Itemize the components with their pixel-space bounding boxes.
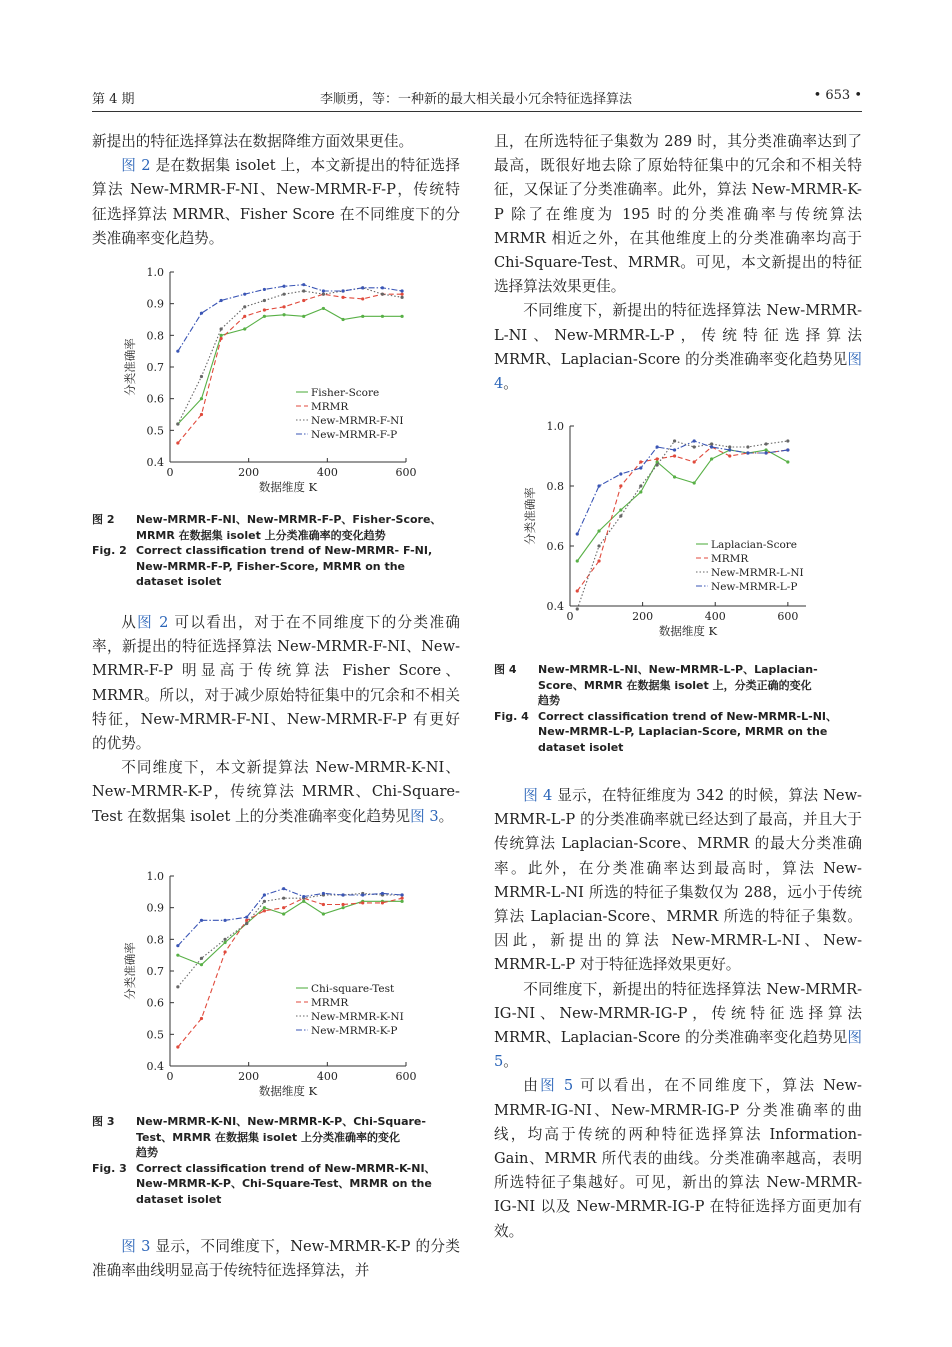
data-point bbox=[282, 906, 285, 909]
data-point bbox=[263, 288, 266, 291]
data-point bbox=[263, 909, 266, 912]
data-point bbox=[263, 315, 266, 318]
data-point bbox=[639, 484, 642, 487]
legend-label: MRMR bbox=[311, 997, 349, 1009]
data-point bbox=[597, 484, 600, 487]
data-point bbox=[728, 448, 731, 451]
data-point bbox=[322, 307, 325, 310]
data-point bbox=[243, 315, 246, 318]
data-point bbox=[693, 445, 696, 448]
data-point bbox=[245, 916, 248, 919]
figure-2-chart bbox=[110, 262, 440, 500]
figure-link[interactable]: 图 3 bbox=[410, 807, 439, 825]
figure-3-chart bbox=[110, 866, 440, 1104]
data-point bbox=[619, 484, 622, 487]
data-point bbox=[263, 893, 266, 896]
data-point bbox=[656, 445, 659, 448]
page-number: • 653 • bbox=[813, 88, 862, 103]
right-column-top bbox=[494, 130, 862, 396]
series-line-3 bbox=[178, 285, 402, 352]
legend-label: New-MRMR-F-NI bbox=[311, 415, 404, 427]
figure-link[interactable]: 图 2 bbox=[121, 157, 151, 175]
paragraph: 图 3 显示，不同维度下，New-MRMR-K-P 的分类准确率曲线明显高于传统特征选择算法，并 bbox=[92, 1238, 460, 1280]
data-point bbox=[176, 441, 179, 444]
data-point bbox=[282, 887, 285, 890]
data-point bbox=[176, 1045, 179, 1048]
y-tick-label: 0.9 bbox=[146, 297, 164, 311]
data-point bbox=[322, 289, 325, 292]
data-point bbox=[619, 514, 622, 517]
right-column-bottom bbox=[494, 784, 862, 1244]
y-axis-label: 分类准确率 bbox=[523, 487, 537, 545]
data-point bbox=[245, 919, 248, 922]
data-point bbox=[200, 963, 203, 966]
data-point bbox=[200, 312, 203, 315]
data-point bbox=[381, 901, 384, 904]
figure-3-caption: 图 3 New-MRMR-K-NI、New-MRMR-K-P、Chi-Square- Test、MRMR 在数据集 isolet 上分类准确率的变化 趋势 Fig. 3 Correct classification trend of New-MRMR-K-NI、 New-MRMR-K-P、Chi-Square-Test、MRMR on the dataset isolet bbox=[92, 1115, 436, 1206]
data-point bbox=[764, 451, 767, 454]
data-point bbox=[223, 919, 226, 922]
legend-label: Fisher-Score bbox=[311, 387, 380, 399]
x-tick-label: 600 bbox=[395, 1070, 417, 1083]
data-point bbox=[200, 375, 203, 378]
data-point bbox=[786, 448, 789, 451]
series-line-2 bbox=[178, 288, 402, 424]
data-point bbox=[381, 892, 384, 895]
y-axis-label: 分类准确率 bbox=[123, 338, 137, 396]
data-point bbox=[597, 559, 600, 562]
y-tick-label: 0.5 bbox=[146, 1028, 164, 1042]
figure-link[interactable]: 图 4 bbox=[494, 350, 862, 393]
legend-label: New-MRMR-L-NI bbox=[711, 567, 804, 579]
y-tick-label: 0.4 bbox=[146, 1060, 164, 1073]
left-column-bottom bbox=[92, 1235, 460, 1283]
data-point bbox=[282, 305, 285, 308]
y-axis-label: 分类准确率 bbox=[123, 942, 137, 1000]
data-point bbox=[322, 892, 325, 895]
legend-label: New-MRMR-K-P bbox=[311, 1025, 398, 1037]
data-point bbox=[693, 439, 696, 442]
figure-link[interactable]: 图 2 bbox=[137, 614, 169, 631]
data-point bbox=[322, 912, 325, 915]
data-point bbox=[673, 454, 676, 457]
data-point bbox=[673, 475, 676, 478]
data-point bbox=[263, 906, 266, 909]
data-point bbox=[400, 897, 403, 900]
data-point bbox=[282, 313, 285, 316]
series-line-3 bbox=[178, 889, 402, 946]
figure-4 bbox=[512, 412, 842, 656]
x-tick-label: 0 bbox=[166, 1070, 174, 1083]
data-point bbox=[341, 893, 344, 896]
data-point bbox=[400, 289, 403, 292]
data-point bbox=[282, 897, 285, 900]
paragraph: 新提出的特征选择算法在数据降维方面效果更佳。 bbox=[92, 133, 414, 150]
data-point bbox=[597, 544, 600, 547]
data-point bbox=[639, 466, 642, 469]
data-point bbox=[176, 422, 179, 425]
data-point bbox=[322, 293, 325, 296]
figure-2-caption: 图 2 New-MRMR-F-NI、New-MRMR-F-P、Fisher-Score、 MRMR 在数据集 isolet 上分类准确率的变化趋势 Fig. 2 Correct classification trend of New-MRMR- F-NI, New-MRMR-F-P, Fisher-Score, MRMR on the dataset isolet bbox=[92, 513, 442, 588]
legend-label: MRMR bbox=[711, 553, 749, 565]
y-tick-label: 0.4 bbox=[146, 456, 164, 469]
paragraph: 不同维度下，本文新提算法 New-MRMR-K-NI、New-MRMR-K-P，传统算法 MRMR、Chi-Square-Test 在数据集 isolet 上的分类准确率变化趋势见图 3。 bbox=[92, 759, 460, 825]
data-point bbox=[673, 439, 676, 442]
data-point bbox=[243, 327, 246, 330]
data-point bbox=[576, 559, 579, 562]
y-tick-label: 1.0 bbox=[546, 420, 564, 433]
data-point bbox=[302, 289, 305, 292]
data-point bbox=[361, 297, 364, 300]
y-tick-label: 0.5 bbox=[146, 424, 164, 438]
data-point bbox=[243, 293, 246, 296]
data-point bbox=[361, 286, 364, 289]
data-point bbox=[263, 900, 266, 903]
legend-label: Chi-square-Test bbox=[311, 983, 395, 995]
data-point bbox=[245, 922, 248, 925]
data-point bbox=[619, 508, 622, 511]
data-point bbox=[764, 442, 767, 445]
paragraph: 由图 5 可以看出，在不同维度下，算法 New-MRMR-IG-NI、New-MRMR-IG-P 分类准确率的曲线，均高于传统的两种特征选择算法 Information-Gain、MRMR 所代表的曲线。分类准确率越高，表明所选特征子集越好。可见，新出的算法 New-MRMR-IG-NI 以及 New-MRMR-IG-P 在特征选择方面更加有效。 bbox=[494, 1077, 862, 1240]
data-point bbox=[381, 315, 384, 318]
data-point bbox=[200, 919, 203, 922]
x-tick-label: 400 bbox=[704, 610, 726, 623]
data-point bbox=[341, 318, 344, 321]
data-point bbox=[639, 460, 642, 463]
figure-link[interactable]: 图 5 bbox=[494, 1029, 862, 1071]
data-point bbox=[200, 397, 203, 400]
x-axis-label: 数据维度 K bbox=[258, 480, 318, 494]
data-point bbox=[302, 900, 305, 903]
data-point bbox=[282, 293, 285, 296]
legend-label: MRMR bbox=[311, 401, 349, 413]
y-tick-label: 0.6 bbox=[146, 392, 164, 406]
figure-4-caption: 图 4 New-MRMR-L-NI、New-MRMR-L-P、Laplacian- Score、MRMR 在数据集 isolet 上，分类正确的变化 趋势 Fig. 4 Correct classification trend of New-MRMR-L-NI、 New-MRMR-L-P, Laplacian-Score, MRMR on the dataset isolet bbox=[494, 663, 837, 754]
x-tick-label: 0 bbox=[166, 466, 174, 479]
legend-label: New-MRMR-L-P bbox=[711, 581, 798, 593]
data-point bbox=[322, 903, 325, 906]
data-point bbox=[176, 954, 179, 957]
data-point bbox=[200, 413, 203, 416]
series-line-0 bbox=[178, 308, 402, 424]
data-point bbox=[786, 460, 789, 463]
legend-label: Laplacian-Score bbox=[711, 539, 798, 551]
data-point bbox=[220, 327, 223, 330]
data-point bbox=[693, 460, 696, 463]
x-axis-label: 数据维度 K bbox=[658, 624, 718, 638]
data-point bbox=[656, 457, 659, 460]
data-point bbox=[341, 296, 344, 299]
data-point bbox=[764, 448, 767, 451]
figure-link[interactable]: 图 3 bbox=[121, 1238, 151, 1255]
data-point bbox=[223, 941, 226, 944]
data-point bbox=[176, 350, 179, 353]
data-point bbox=[400, 293, 403, 296]
data-point bbox=[341, 906, 344, 909]
data-point bbox=[200, 1017, 203, 1020]
data-point bbox=[220, 299, 223, 302]
figure-link[interactable]: 图 5 bbox=[540, 1077, 574, 1095]
header-rule bbox=[92, 111, 862, 112]
legend-label: New-MRMR-K-NI bbox=[311, 1011, 404, 1023]
data-point bbox=[400, 900, 403, 903]
data-point bbox=[656, 463, 659, 466]
data-point bbox=[361, 901, 364, 904]
data-point bbox=[576, 589, 579, 592]
data-point bbox=[710, 445, 713, 448]
left-column-top bbox=[92, 130, 460, 251]
data-point bbox=[673, 448, 676, 451]
figure-2 bbox=[110, 262, 440, 504]
data-point bbox=[710, 442, 713, 445]
data-point bbox=[576, 607, 579, 610]
data-point bbox=[220, 337, 223, 340]
data-point bbox=[619, 472, 622, 475]
data-point bbox=[597, 529, 600, 532]
data-point bbox=[302, 299, 305, 302]
paragraph: 从图 2 可以看出，对于在不同维度下的分类准确率，新提出的特征选择算法 New-MRMR-F-NI、New-MRMR-F-P 明显高于传统算法 Fisher Score、MRMR。所以，对于减少原始特征集中的冗余和不相关特征，New-MRMR-F-NI、New-MRMR-F-P 有更好的优势。 bbox=[92, 614, 460, 753]
series-line-2 bbox=[178, 893, 402, 986]
legend-label: New-MRMR-F-P bbox=[311, 429, 398, 441]
y-tick-label: 0.9 bbox=[146, 901, 164, 915]
x-tick-label: 600 bbox=[395, 466, 417, 479]
x-tick-label: 0 bbox=[566, 610, 574, 623]
figure-3 bbox=[110, 866, 440, 1108]
data-point bbox=[746, 451, 749, 454]
x-tick-label: 200 bbox=[238, 1070, 260, 1083]
x-tick-label: 200 bbox=[238, 466, 260, 479]
data-point bbox=[746, 445, 749, 448]
data-point bbox=[693, 481, 696, 484]
y-tick-label: 0.8 bbox=[546, 480, 564, 493]
running-title: 李顺勇，等：一种新的最大相关最小冗余特征选择算法 bbox=[319, 92, 632, 107]
left-column-mid bbox=[92, 611, 460, 829]
data-point bbox=[381, 293, 384, 296]
data-point bbox=[263, 308, 266, 311]
y-tick-label: 0.8 bbox=[146, 329, 164, 343]
data-point bbox=[282, 285, 285, 288]
data-point bbox=[302, 283, 305, 286]
paragraph: 且，在所选特征子集数为 289 时，其分类准确率达到了最高，既很好地去除了原始特征集中的冗余和不相关特征，又保证了分类准确率。此外，算法 New-MRMR-K-P 除了在维度为 195 时的分类准确率与传统算法 MRMR 相近之外，在其他维度上的分类准确率均高于 Chi-Square-Test、MRMR。可见，本文新提出的特征选择算法效果更佳。 bbox=[494, 133, 862, 296]
x-tick-label: 200 bbox=[632, 610, 654, 623]
data-point bbox=[639, 490, 642, 493]
data-point bbox=[400, 315, 403, 318]
y-tick-label: 1.0 bbox=[146, 266, 164, 279]
y-tick-label: 1.0 bbox=[146, 870, 164, 883]
x-tick-label: 400 bbox=[316, 466, 338, 479]
journal-issue: 第 4 期 bbox=[92, 92, 135, 107]
data-point bbox=[302, 315, 305, 318]
data-point bbox=[728, 445, 731, 448]
data-point bbox=[710, 457, 713, 460]
data-point bbox=[786, 439, 789, 442]
data-point bbox=[341, 289, 344, 292]
data-point bbox=[728, 454, 731, 457]
figure-4-chart bbox=[512, 412, 842, 652]
data-point bbox=[361, 315, 364, 318]
paragraph: 图 4 显示，在特征维度为 342 的时候，算法 New-MRMR-L-P 的分类准确率就已经达到了最高，并且大于传统算法 Laplacian-Score、MRMR 的最大分类准确率。此外，在分类准确率达到最高时，算法 New-MRMR-L-NI 所选的特征子集数仅为 288，远小于传统算法 Laplacian-Score、MRMR 所选的特征子集数。因此，新提出的算法 New-MRMR-L-NI、New-MRMR-L-P 对于特征选择效果更好。 bbox=[494, 787, 862, 974]
paragraph: 不同维度下，新提出的特征选择算法 New-MRMR-IG-NI、New-MRMR-IG-P，传统特征选择算法 MRMR、Laplacian-Score 的分类准确率变化趋势见图 5。 bbox=[494, 980, 862, 1071]
data-point bbox=[200, 957, 203, 960]
figure-link[interactable]: 图 4 bbox=[523, 787, 553, 804]
series-line-3 bbox=[577, 441, 788, 534]
x-tick-label: 400 bbox=[316, 1070, 338, 1083]
paragraph: 图 2 是在数据集 isolet 上，本文新提出的特征选择算法 New-MRMR-F-NI、New-MRMR-F-P，传统特征选择算法 MRMR、Fisher Score 在不同维度下的分类准确率变化趋势。 bbox=[92, 157, 460, 247]
x-axis-label: 数据维度 K bbox=[258, 1084, 318, 1098]
data-point bbox=[400, 296, 403, 299]
y-tick-label: 0.7 bbox=[146, 361, 164, 374]
data-point bbox=[341, 903, 344, 906]
data-point bbox=[302, 895, 305, 898]
data-point bbox=[220, 334, 223, 337]
data-point bbox=[176, 985, 179, 988]
x-tick-label: 600 bbox=[777, 610, 799, 623]
data-point bbox=[263, 299, 266, 302]
data-point bbox=[400, 893, 403, 896]
data-point bbox=[361, 893, 364, 896]
y-tick-label: 0.4 bbox=[546, 600, 564, 613]
series-line-0 bbox=[178, 901, 402, 964]
data-point bbox=[176, 944, 179, 947]
y-tick-label: 0.6 bbox=[146, 996, 164, 1010]
data-point bbox=[282, 912, 285, 915]
data-point bbox=[223, 950, 226, 953]
y-tick-label: 0.8 bbox=[146, 933, 164, 947]
data-point bbox=[576, 532, 579, 535]
y-tick-label: 0.6 bbox=[546, 540, 564, 553]
data-point bbox=[243, 305, 246, 308]
data-point bbox=[381, 286, 384, 289]
data-point bbox=[223, 938, 226, 941]
y-tick-label: 0.7 bbox=[146, 965, 164, 978]
paragraph: 不同维度下，新提出的特征选择算法 New-MRMR-L-NI、New-MRMR-L-P，传统特征选择算法 MRMR、Laplacian-Score 的分类准确率变化趋势见图 4。 bbox=[494, 302, 862, 393]
